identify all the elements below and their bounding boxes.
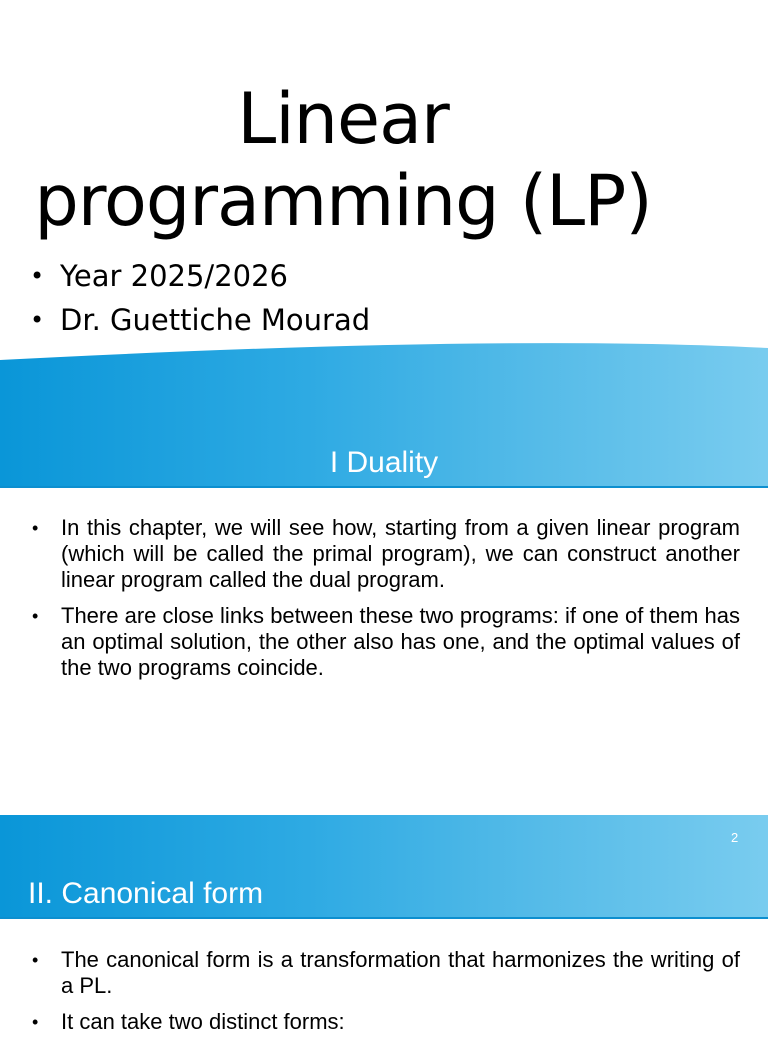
- list-item-text: There are close links between these two programs: if one of them has an optimal solution, the other also has one, and the optimal values of the two programs coincide.: [61, 603, 740, 680]
- band-divider: [0, 486, 768, 488]
- subtitle-item-year: [30, 254, 370, 298]
- list-item-text: In this chapter, we will see how, starting from a given linear program (which will be called the primal program), we can construct another linear program called the dual program.: [61, 515, 740, 592]
- bullet-icon: •: [30, 262, 45, 290]
- slide-title-line-2: programming (LP): [34, 160, 652, 242]
- list-item-text: It can take two distinct forms:: [61, 1009, 345, 1034]
- section-title-duality: I Duality: [329, 446, 439, 479]
- bullet-icon: •: [32, 606, 39, 626]
- list-item: [32, 515, 740, 593]
- subtitle-author-text: Dr. Guettiche Mourad: [60, 303, 371, 337]
- duality-bullet-list: [32, 515, 740, 691]
- canonical-bullet-list: [32, 947, 740, 1045]
- slide-title: [0, 78, 686, 242]
- subtitle-list: [30, 254, 370, 342]
- list-item: [32, 947, 740, 999]
- list-item-text: The canonical form is a transformation that harmonizes the writing of a PL.: [61, 947, 740, 998]
- bullet-icon: •: [32, 1012, 39, 1032]
- page-number: 2: [731, 830, 739, 845]
- subtitle-item-author: [30, 298, 370, 342]
- section-title-canonical-form: II. Canonical form: [28, 877, 264, 910]
- bullet-icon: •: [30, 306, 45, 334]
- list-item: [32, 1009, 740, 1035]
- slide-title-line-1: Linear: [237, 78, 449, 160]
- bullet-icon: •: [32, 518, 39, 538]
- subtitle-year-text: Year 2025/2026: [60, 259, 288, 293]
- wave-decoration: [0, 340, 768, 380]
- list-item: [32, 603, 740, 681]
- band-divider: [0, 917, 768, 919]
- bullet-icon: •: [32, 950, 39, 970]
